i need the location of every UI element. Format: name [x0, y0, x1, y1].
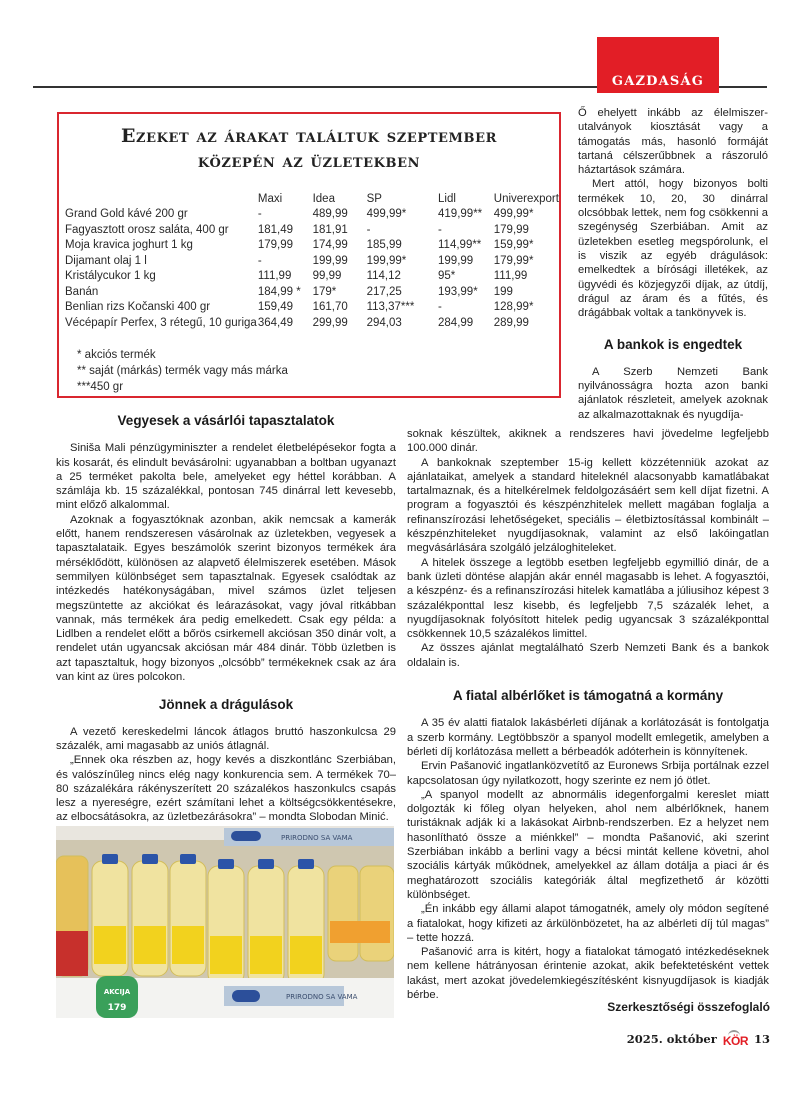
supermarket-shelf-photo: [56, 826, 394, 1018]
price-cell: 364,49: [257, 316, 294, 329]
price-cell: -: [257, 254, 262, 267]
paragraph: Ervin Pašanović ingatlanközvetítő az Euronews Srbija portálnak ezzel kapcsolatosan úgy nyilatkozott, hogy szerinte ez nem jó ötlet.: [407, 760, 769, 787]
section-heading-experiences: Vegyesek a vásárlói tapasztalatok: [117, 413, 335, 428]
paragraph: Siniša Mali pénzügyminiszter a rendelet életbelépésekor fogta a kis kosarát, és elindult bevásárolni: ugyanabban a boltban ugyanazt a 25 terméket pakolta bele, amelyeket egy héttel korábban. A számlája kb. 15 százalékkal, pontosan 745 dinárral lett kevesebb, mint előző alkalommal.: [56, 442, 396, 512]
section-tag: [597, 37, 719, 93]
price-cell: 199,99: [438, 254, 474, 267]
section-label: GAZDASÁG: [611, 74, 705, 89]
price-cell: 114,12: [366, 270, 401, 283]
table-footnotes: [77, 347, 288, 395]
table-row: [65, 253, 559, 269]
paragraph: „A spanyol modellt az abnormális idegenforgalmi kereslet miatt dolgozták ki főleg olyan helyeken, ahol nem albérlőknek, hanem turistáknak adják ki a lakásokat Airbnb-rendszerben. Ez a helyzet nem hasonlítható össze a miénkkel” – mondta Pašanović, aki szerint Szerbiában inkább a berlini vagy a bécsi mintát kellene követni, ahol szociális kártyák működnek, amelyekkel az állam dotálja a piaci ár és meghatározott szociális kategóriák által megfizethető ár közötti különbséget.: [407, 788, 769, 901]
paragraph: A 35 év alatti fiatalok lakásbérleti díjának a korlátozását is fontolgatja a szerb kormány. Legtöbbször a spanyol modellt emlegetik, amelyben a bérleti díj korlátozása mellett a bérbeadók adóterhein is könnyítenek.: [407, 717, 769, 758]
svg-text:PRIRODNO SA VAMA: PRIRODNO SA VAMA: [281, 834, 353, 842]
price-cell: 499,99*: [366, 208, 407, 221]
price-cell: 99,99: [312, 270, 342, 283]
price-cell: -: [438, 223, 442, 236]
table-row: [65, 300, 559, 316]
footnote: * akciós termék: [77, 349, 156, 361]
table-row: [65, 269, 559, 285]
table-row: [65, 284, 559, 300]
magazine-logo: KÖR: [723, 1030, 748, 1048]
paragraph: Mert attól, hogy bizonyos bolti termékek 10, 20, 30 dinárral olcsóbbak lettek, nem fog csökkenni a szegénység Szerbiában. Amit az üzletekben esetleg megspórolunk, el is viszik az egyéb drágulások: emelkedtek a bírósági illetékek, az ügyvédi és közjegyzői díjak, az útdíj, drágul az áram és a fűtés, és drágábbak voltak a tankönyvek is.: [578, 178, 768, 320]
product-name: Kristálycukor 1 kg: [65, 270, 156, 283]
product-name: Dijamant olaj 1 l: [65, 254, 147, 267]
price-cell: 289,99: [493, 316, 529, 329]
price-cell: 419,99**: [438, 208, 483, 221]
section-heading-price-rises: Jönnek a drágulások: [158, 697, 294, 713]
paragraph: A Szerb Nemzeti Bank nyilvánosságra hozta azon banki ajánlatok részleteit, amelyek azoknak az alkalmazottaknak és nyugdíja-: [578, 365, 768, 421]
product-name: Banán: [65, 285, 99, 298]
column-header-sp: SP: [366, 192, 382, 205]
price-table-title: [59, 124, 559, 174]
price-cell: 179,99: [493, 223, 529, 236]
price-cell: 111,99: [493, 270, 528, 283]
section-heading-young-renters: A fiatal albérlőket is támogatná a kormány: [452, 688, 724, 704]
price-cell: 179,99: [257, 239, 294, 252]
svg-text:PRIRODNO SA VAMA: PRIRODNO SA VAMA: [286, 993, 358, 1001]
footnote: ** saját (márkás) termék vagy más márka: [77, 365, 288, 377]
paragraph: A bankoknak szeptember 15-ig kellett közzétenniük azokat az ajánlataikat, amelyek a standard hiteleknél alacsonyabb kamatlábakat tartalmaznak, és a hitelkérelmek feldolgozásáért sem kell díjat fizetni. A program a fogyasztói és készpénzhitelek mellett magában foglalja a refinanszírozási lehetőségeket, speciális – életbiztosítással kombinált – készpénzhiteleket nyugdíjasoknak, valamint az első lakóingatlan megvásárlására szolgáló jelzáloghiteleket.: [407, 456, 769, 555]
price-cell: -: [366, 223, 371, 236]
price-cell: 113,37***: [366, 301, 415, 314]
price-cell: 181,49: [257, 223, 294, 236]
paragraph: Az összes ajánlat megtalálható Szerb Nemzeti Bank és a bankok oldalain is.: [407, 642, 769, 669]
column-header: [65, 191, 258, 207]
promo-label: AKCIJA: [103, 988, 131, 996]
price-cell: 499,99*: [493, 208, 534, 221]
price-cell: 294,03: [366, 316, 402, 329]
price-cell: 179*: [312, 285, 337, 298]
price-cell: 489,99: [312, 208, 348, 221]
price-cell: 185,99: [366, 239, 402, 252]
footnote: ***450 gr: [77, 381, 124, 393]
price-cell: 159,49: [257, 301, 294, 314]
title-line-2: közepén az üzletekben: [197, 150, 421, 172]
promo-price: 179: [107, 1003, 127, 1013]
paragraph: „Én inkább egy állami alapot támogatnék, amely oly módon segítené a fiatalokat, hogy kifizeti az árkülönbözetet, ha az albérleti díj túl magas” – tette hozzá.: [407, 903, 769, 944]
price-cell: -: [438, 301, 442, 314]
left-column: [56, 414, 396, 825]
author-signature: Szerkesztőségi összefoglaló: [607, 1000, 770, 1014]
price-cell: 181,91: [312, 223, 348, 236]
table-row: [65, 315, 559, 331]
column-header-idea: Idea: [312, 192, 335, 205]
right-top-column: [578, 106, 768, 422]
paragraph: Ő ehelyett inkább az élelmiszer-utalványok kiosztását vagy a támogatás más, hasonló formáját tartaná célszerűbbnek a rászoruló háztartások számára.: [578, 107, 768, 177]
price-cell: 159,99*: [493, 239, 534, 252]
price-cell: 179,99*: [493, 254, 534, 267]
page-number: 13: [753, 1032, 770, 1046]
paragraph: Azoknak a fogyasztóknak azonban, akik nemcsak a kamerák előtt, hanem rendszeresen vásárolnak az üzletekben, vegyesek a tapasztalataik. Egyes beszámolók szerint bizonyos termékek ára mérséklődött, különösen az alapvető élelmiszerek esetében. Mások semmilyen különbséget sem tapasztalnak. Egyesek csalódtak az intézkedés hatékonyságában, mivel számos üzlet teljesen megszüntette az akciókat és leárazásokat, vagy jóval ritkábban vannak, más termékek ára pedig emelkedett. Csak egy példa: a Lidlben a rendelet előtt a bőrös csirkemell akciósan 350 dinár volt, a rendelet után ugyancsak akciósan már 484 dinár. Több üzletben is azt tapasztaltuk, hogy bizonyos „olcsóbb” termékeknek csak az ára van kint az üres polcokon.: [56, 513, 396, 684]
table-row: [65, 207, 559, 223]
paragraph: Pašanović arra is kitért, hogy a fiatalokat támogató intézkedéseknek nem kellene hátrányosan érintenie azokat, akik befektetésként vettek lakást, mert azokat jövedelemkiegészítésként kisnyugdíjasok is kiadják bérbe.: [407, 946, 769, 1001]
paragraph: soknak készültek, akiknek a rendszeres havi jövedelme legfeljebb 100.000 dinár.: [407, 428, 769, 455]
price-cell: 128,99*: [493, 301, 534, 314]
product-name: Moja kravica joghurt 1 kg: [65, 239, 193, 252]
right-column: [407, 427, 769, 1002]
column-header-univerexport: Univerexport: [493, 192, 559, 205]
product-name: Vécépapír Perfex, 3 rétegű, 10 guriga: [65, 316, 257, 329]
paragraph: A hitelek összege a legtöbb esetben legfeljebb egymillió dinár, de a bank üzleti döntése alapján akár ennél magasabb is lehet. A fogyasztói, a készpénz- és a refinanszírozási hitelek kamatlába a júliusihoz képest 3 százalékponttal lesz kisebb, és legfeljebb 7,5 százalék lehet, a nyugdíjasoknak folyósított hitelek pedig ugyancsak 3 százalékponttal csökkennek 10,5 százalékos limittel.: [407, 556, 769, 641]
price-cell: 193,99*: [438, 285, 478, 298]
page-footer: [627, 1030, 770, 1048]
column-header-maxi: Maxi: [257, 192, 283, 205]
price-cell: 114,99**: [438, 239, 482, 252]
issue-date: 2025. október: [626, 1032, 717, 1046]
price-cell: 199,99*: [366, 254, 407, 267]
price-cell: 284,99: [438, 316, 474, 329]
oil-bottles-image: [56, 826, 394, 1018]
table-row: [65, 238, 559, 254]
price-cell: -: [257, 208, 262, 221]
price-cell: 95*: [438, 270, 456, 283]
section-heading-banks: A bankok is engedtek: [603, 337, 743, 353]
column-header-lidl: Lidl: [438, 192, 456, 205]
product-name: Benlian rizs Kočanski 400 gr: [65, 301, 211, 314]
price-cell: 299,99: [312, 316, 348, 329]
price-cell: 199: [493, 285, 513, 298]
paragraph: A vezető kereskedelmi láncok átlagos bruttó haszonkulcsa 29 százalék, ami magasabb az uniós átlagnál.: [56, 725, 396, 752]
title-line-1: Ezeket az árakat találtuk szeptember: [120, 125, 498, 147]
table-row: [65, 222, 559, 238]
table-header-row: [65, 191, 559, 207]
product-name: Grand Gold kávé 200 gr: [65, 208, 188, 221]
price-cell: 217,25: [366, 285, 402, 298]
price-cell: 174,99: [312, 239, 348, 252]
price-cell: 111,99: [257, 270, 292, 283]
price-cell: 199,99: [312, 254, 348, 267]
price-cell: 161,70: [312, 301, 348, 314]
price-table-box: [57, 112, 561, 398]
product-name: Fagyasztott orosz saláta, 400 gr: [65, 223, 229, 236]
price-table: [65, 191, 559, 331]
price-cell: 184,99 *: [257, 285, 301, 298]
paragraph: „Ennek oka részben az, hogy kevés a diszkontlánc Szerbiában, és valószínűleg nincs elég nagy konkurencia sem. A termékek 70–80 százalékára rákényszerített 20 százalékos haszonkulcs csapás lesz a nyereségre, ezért számítani lehet a költségcsökkentésekre, az elbocsátásokra, az üzletbezárásokra” – mondta Slobodan Minić.: [56, 754, 396, 824]
